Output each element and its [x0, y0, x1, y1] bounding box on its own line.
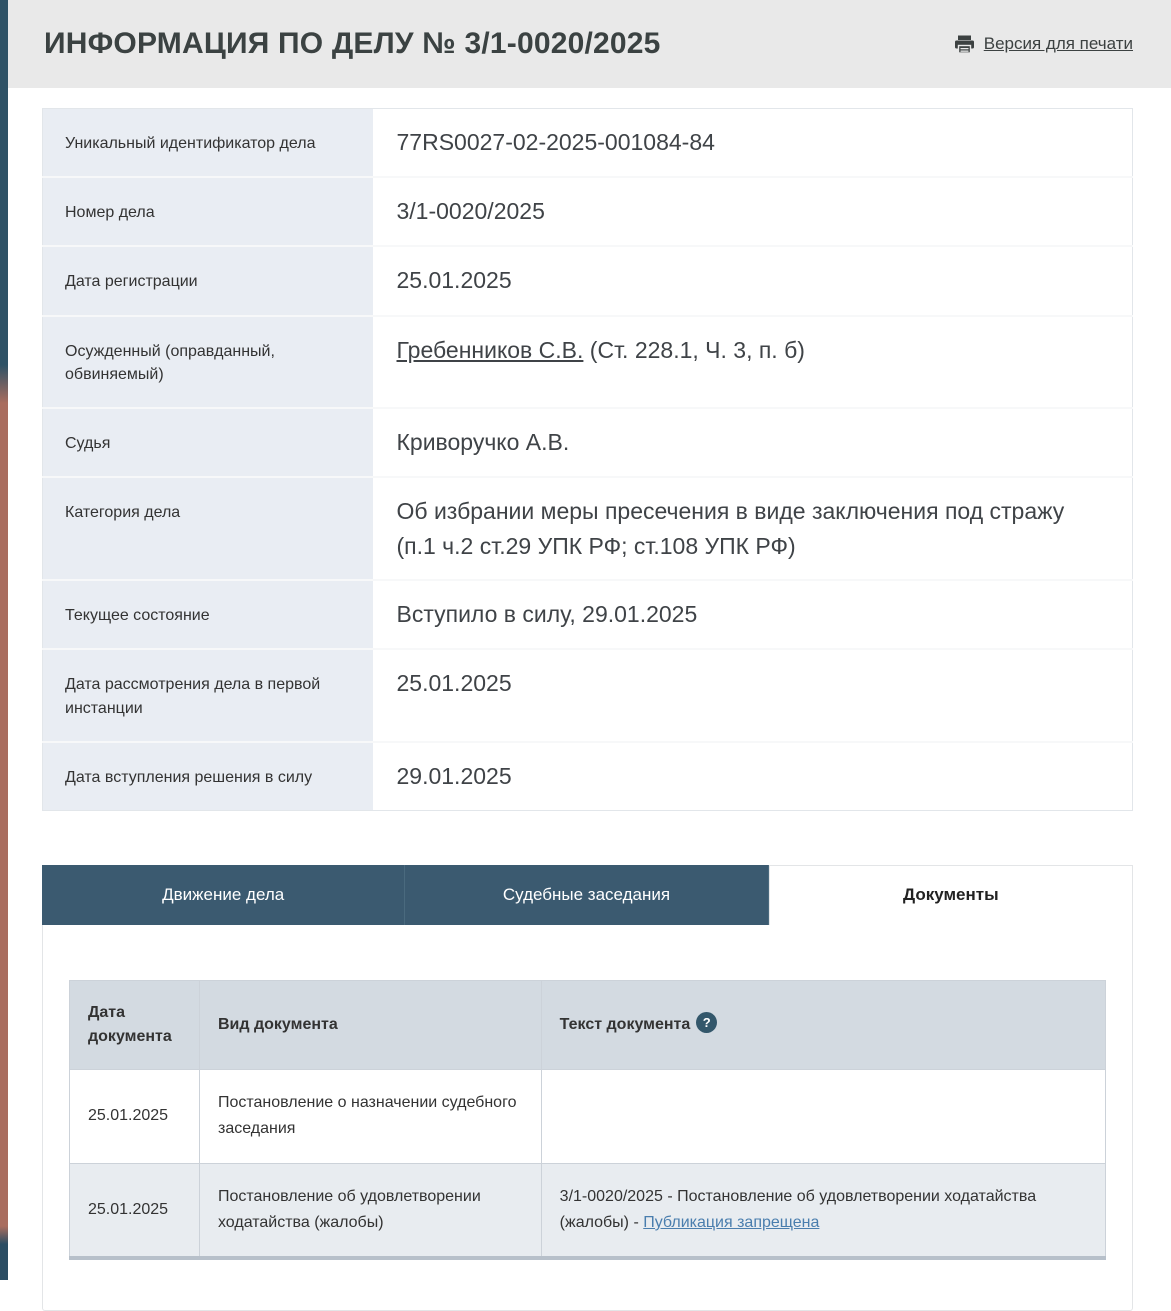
category-label: Категория дела: [43, 477, 373, 580]
first-instance-date-label: Дата рассмотрения дела в первой инстанции: [43, 649, 373, 741]
category-value: Об избрании меры пресечения в виде заключения под стражу (п.1 ч.2 ст.29 УПК РФ; ст.108 УПК РФ): [373, 477, 1133, 580]
effective-date-label: Дата вступления решения в силу: [43, 742, 373, 811]
table-row: [70, 1069, 1106, 1163]
doc-type: Постановление о назначении судебного заседания: [199, 1069, 541, 1163]
tab-court-sessions[interactable]: Судебные заседания: [405, 865, 768, 925]
registration-date-value: 25.01.2025: [373, 246, 1133, 315]
doc-text: [541, 1163, 1105, 1258]
table-row: [43, 316, 1133, 408]
doc-text-header: [541, 980, 1105, 1069]
defendant-label: Осужденный (оправданный, обвиняемый): [43, 316, 373, 408]
table-row: [43, 177, 1133, 246]
table-row: [43, 109, 1133, 178]
doc-text-prefix: 3/1-0020/2025 - Постановление об удовлетворении ходатайства (жалобы) -: [559, 1187, 1037, 1232]
documents-table: [69, 980, 1106, 1261]
case-uid-value: 77RS0027-02-2025-001084-84: [373, 109, 1133, 178]
current-state-value: Вступило в силу, 29.01.2025: [373, 580, 1133, 649]
page-title: ИНФОРМАЦИЯ ПО ДЕЛУ № 3/1-0020/2025: [44, 27, 661, 60]
left-edge-decoration: [0, 0, 8, 1280]
doc-date: 25.01.2025: [70, 1163, 200, 1258]
table-row: [43, 649, 1133, 741]
effective-date-value: 29.01.2025: [373, 742, 1133, 811]
registration-date-label: Дата регистрации: [43, 246, 373, 315]
doc-date-header: Дата документа: [70, 980, 200, 1069]
doc-type-header: Вид документа: [199, 980, 541, 1069]
case-number-label: Номер дела: [43, 177, 373, 246]
first-instance-date-value: 25.01.2025: [373, 649, 1133, 741]
case-info-table: [42, 108, 1133, 811]
help-icon[interactable]: ?: [696, 1012, 717, 1033]
printer-icon: [954, 35, 975, 54]
defendant-link[interactable]: Гребенников С.В.: [396, 336, 584, 363]
page-header: [8, 0, 1171, 88]
tabs-row: [42, 865, 1133, 925]
defendant-article: (Ст. 228.1, Ч. 3, п. б): [583, 336, 805, 363]
tab-case-movement[interactable]: Движение дела: [42, 865, 405, 925]
publication-forbidden-link[interactable]: Публикация запрещена: [643, 1214, 820, 1232]
doc-text-header-label: Текст документа: [559, 1016, 691, 1034]
documents-panel: [42, 925, 1133, 1311]
judge-value: Криворучко А.В.: [373, 408, 1133, 477]
tab-documents[interactable]: Документы: [769, 865, 1133, 925]
table-row: [43, 477, 1133, 580]
table-row: [43, 408, 1133, 477]
doc-type: Постановление об удовлетворении ходатайства (жалобы): [199, 1163, 541, 1258]
case-tabs-block: [42, 865, 1133, 1311]
table-row: [43, 246, 1133, 315]
current-state-label: Текущее состояние: [43, 580, 373, 649]
table-row: [70, 1163, 1106, 1258]
judge-label: Судья: [43, 408, 373, 477]
table-row: [43, 742, 1133, 811]
case-number-value: 3/1-0020/2025: [373, 177, 1133, 246]
doc-text: [541, 1069, 1105, 1163]
doc-date: 25.01.2025: [70, 1069, 200, 1163]
case-uid-label: Уникальный идентификатор дела: [43, 109, 373, 178]
defendant-value: [373, 316, 1133, 408]
documents-header-row: [70, 980, 1106, 1069]
print-version-link[interactable]: [954, 34, 1133, 54]
print-version-label: Версия для печати: [983, 34, 1133, 53]
table-row: [43, 580, 1133, 649]
